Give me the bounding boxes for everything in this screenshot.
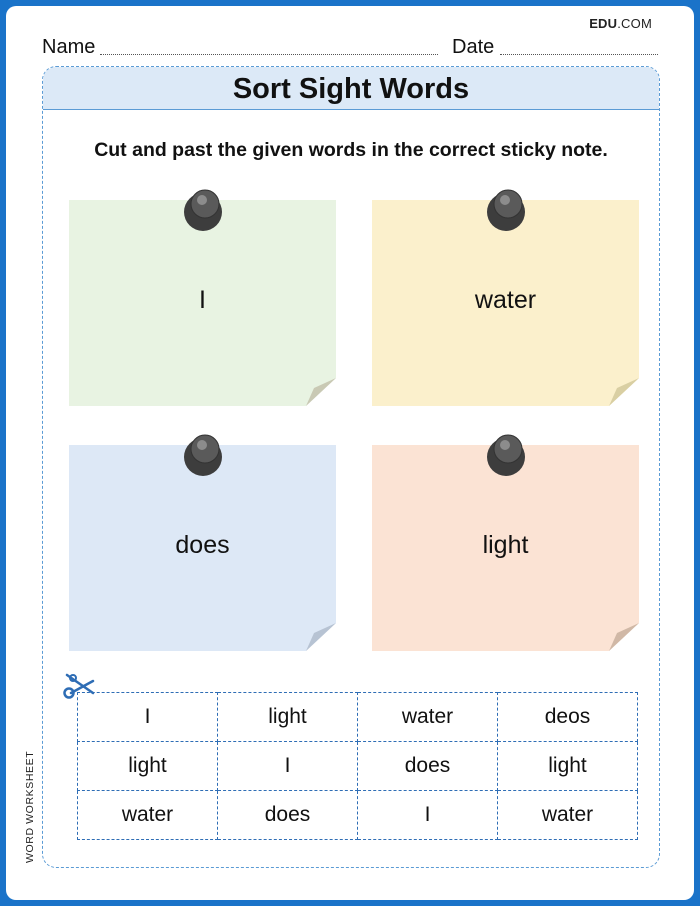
word-cell[interactable]: I — [78, 693, 218, 742]
page-curl-icon — [306, 378, 336, 406]
header-row — [42, 36, 658, 58]
brand-logo — [589, 16, 652, 31]
word-cell[interactable]: water — [78, 791, 218, 840]
title-bar — [43, 67, 659, 110]
word-cell[interactable]: light — [498, 742, 638, 791]
date-line[interactable] — [500, 54, 658, 55]
cut-out-word-grid — [77, 692, 638, 840]
table-row — [78, 791, 638, 840]
word-cell[interactable]: water — [498, 791, 638, 840]
brand-prefix: EDU — [589, 16, 618, 31]
pushpin-icon — [181, 186, 225, 232]
name-line[interactable] — [100, 54, 438, 55]
word-cell[interactable]: water — [358, 693, 498, 742]
name-label: Name — [42, 36, 96, 58]
page-curl-icon — [306, 623, 336, 651]
sticky-note-2 — [372, 200, 639, 406]
note-word: I — [199, 286, 206, 314]
sticky-note-4 — [372, 445, 639, 651]
word-cell[interactable]: light — [78, 742, 218, 791]
page-curl-icon — [609, 378, 639, 406]
page-curl-icon — [609, 623, 639, 651]
note-word: water — [474, 286, 537, 314]
word-cell[interactable]: deos — [498, 693, 638, 742]
word-cell[interactable]: I — [218, 742, 358, 791]
pushpin-icon — [484, 186, 528, 232]
word-cell[interactable]: light — [218, 693, 358, 742]
note-word: light — [482, 531, 529, 559]
date-label: Date — [452, 36, 495, 58]
word-cell[interactable]: does — [218, 791, 358, 840]
side-label: WORD WORKSHEET — [24, 750, 36, 863]
word-cell[interactable]: does — [358, 742, 498, 791]
word-cell[interactable]: I — [358, 791, 498, 840]
sticky-note-1 — [69, 200, 336, 406]
table-row — [78, 693, 638, 742]
pushpin-icon — [484, 431, 528, 477]
note-word: does — [175, 531, 230, 559]
instruction-text: Cut and past the given words in the correct sticky note. — [94, 139, 608, 161]
page-title: Sort Sight Words — [232, 73, 470, 105]
brand-suffix: .COM — [617, 16, 652, 31]
sticky-note-3 — [69, 445, 336, 651]
worksheet-page — [6, 6, 694, 900]
pushpin-icon — [181, 431, 225, 477]
table-row — [78, 742, 638, 791]
